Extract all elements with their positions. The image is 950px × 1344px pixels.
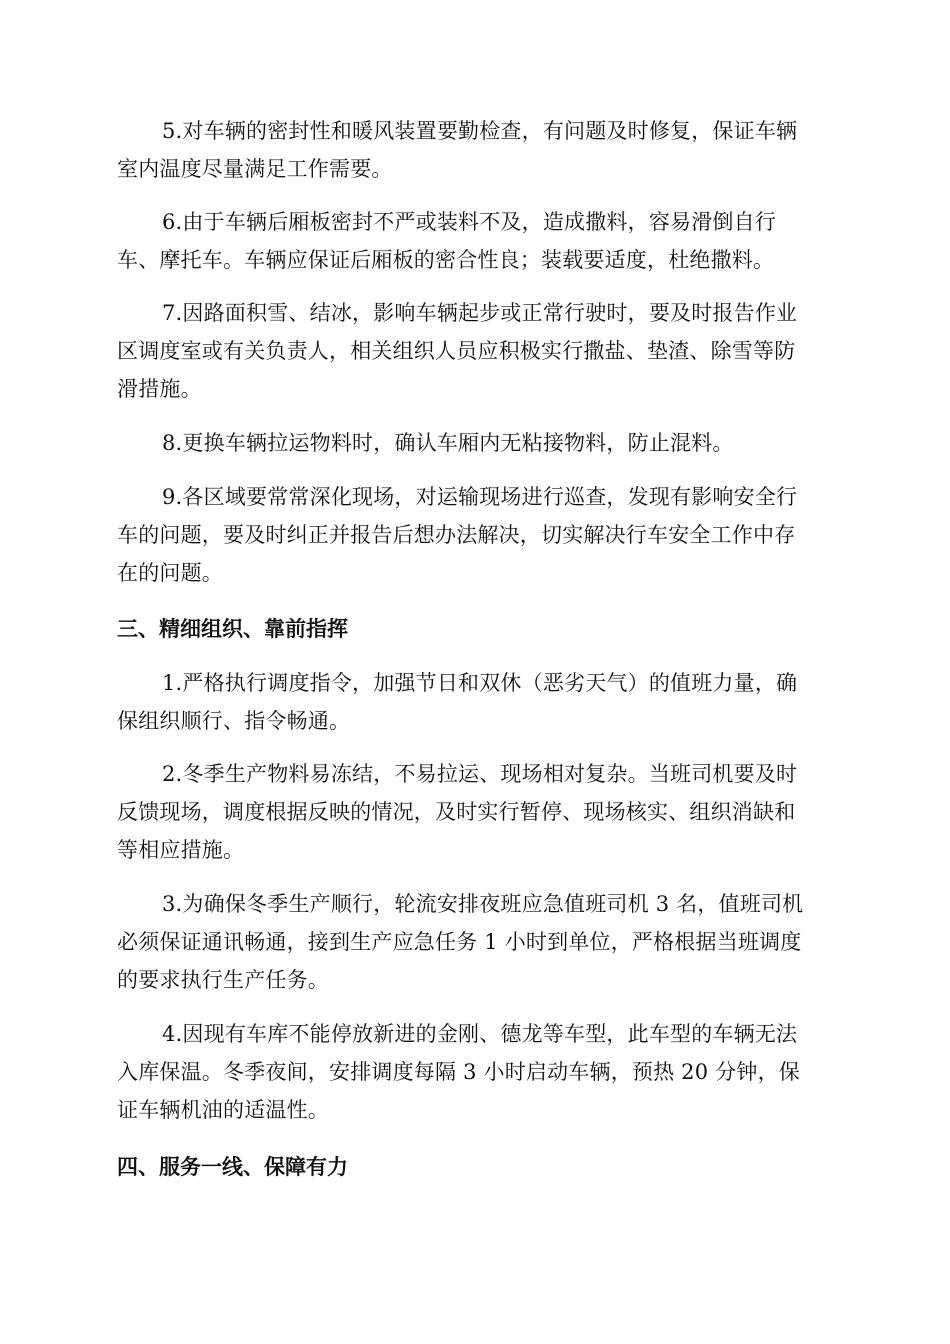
s3-item-4-line-2: 入库保温。冬季夜间，安排调度每隔 3 小时启动车辆，预热 20 分钟，保 (117, 1060, 800, 1084)
item-5-line-1: 5.对车辆的密封性和暖风装置要勤检查，有问题及时修复，保证车辆 (162, 119, 798, 143)
item-6-line-1: 6.由于车辆后厢板密封不严或装料不及，造成撒料，容易滑倒自行 (162, 210, 777, 234)
item-9-line-1: 9.各区域要常常深化现场，对运输现场进行巡查，发现有影响安全行 (162, 485, 798, 509)
s3-item-2-line-1: 2.冬季生产物料易冻结，不易拉运、现场相对复杂。当班司机要及时 (162, 762, 798, 786)
s3-item-2-line-2: 反馈现场，调度根据反映的情况，及时实行暂停、现场核实、组织消缺和 (117, 800, 796, 824)
item-5-line-2: 室内温度尽量满足工作需要。 (117, 157, 393, 181)
s3-item-3-line-1: 3.为确保冬季生产顺行，轮流安排夜班应急值班司机 3 名，值班司机 (162, 892, 804, 916)
item-8-line-1: 8.更换车辆拉运物料时，确认车厢内无粘接物料，防止混料。 (162, 431, 734, 455)
s3-item-1-line-1: 1.严格执行调度指令，加强节日和双休（恶劣天气）的值班力量，确 (162, 671, 798, 695)
item-7-line-2: 区调度室或有关负责人，相关组织人员应积极实行撒盐、垫渣、除雪等防 (117, 339, 796, 363)
s3-item-3-line-3: 的要求执行生产任务。 (117, 968, 329, 992)
s3-item-2-line-3: 等相应措施。 (117, 838, 245, 862)
section-4-heading: 四、服务一线、保障有力 (117, 1155, 348, 1179)
s3-item-3-line-2: 必须保证通讯畅通，接到生产应急任务 1 小时到单位，严格根据当班调度 (117, 930, 802, 954)
s3-item-4-line-1: 4.因现有车库不能停放新进的金刚、德龙等车型，此车型的车辆无法 (162, 1022, 798, 1046)
item-9-line-2: 车的问题，要及时纠正并报告后想办法解决，切实解决行车安全工作中存 (117, 523, 796, 547)
s3-item-4-line-3: 证车辆机油的适温性。 (117, 1098, 329, 1122)
section-3-heading: 三、精细组织、靠前指挥 (117, 617, 348, 641)
item-7-line-3: 滑措施。 (117, 377, 202, 401)
item-9-line-3: 在的问题。 (117, 561, 223, 585)
s3-item-1-line-2: 保组织顺行、指令畅通。 (117, 709, 351, 733)
item-7-line-1: 7.因路面积雪、结冰，影响车辆起步或正常行驶时，要及时报告作业 (162, 301, 798, 325)
item-6-line-2: 车、摩托车。车辆应保证后厢板的密合性良；装载要适度，杜绝撒料。 (117, 248, 775, 272)
